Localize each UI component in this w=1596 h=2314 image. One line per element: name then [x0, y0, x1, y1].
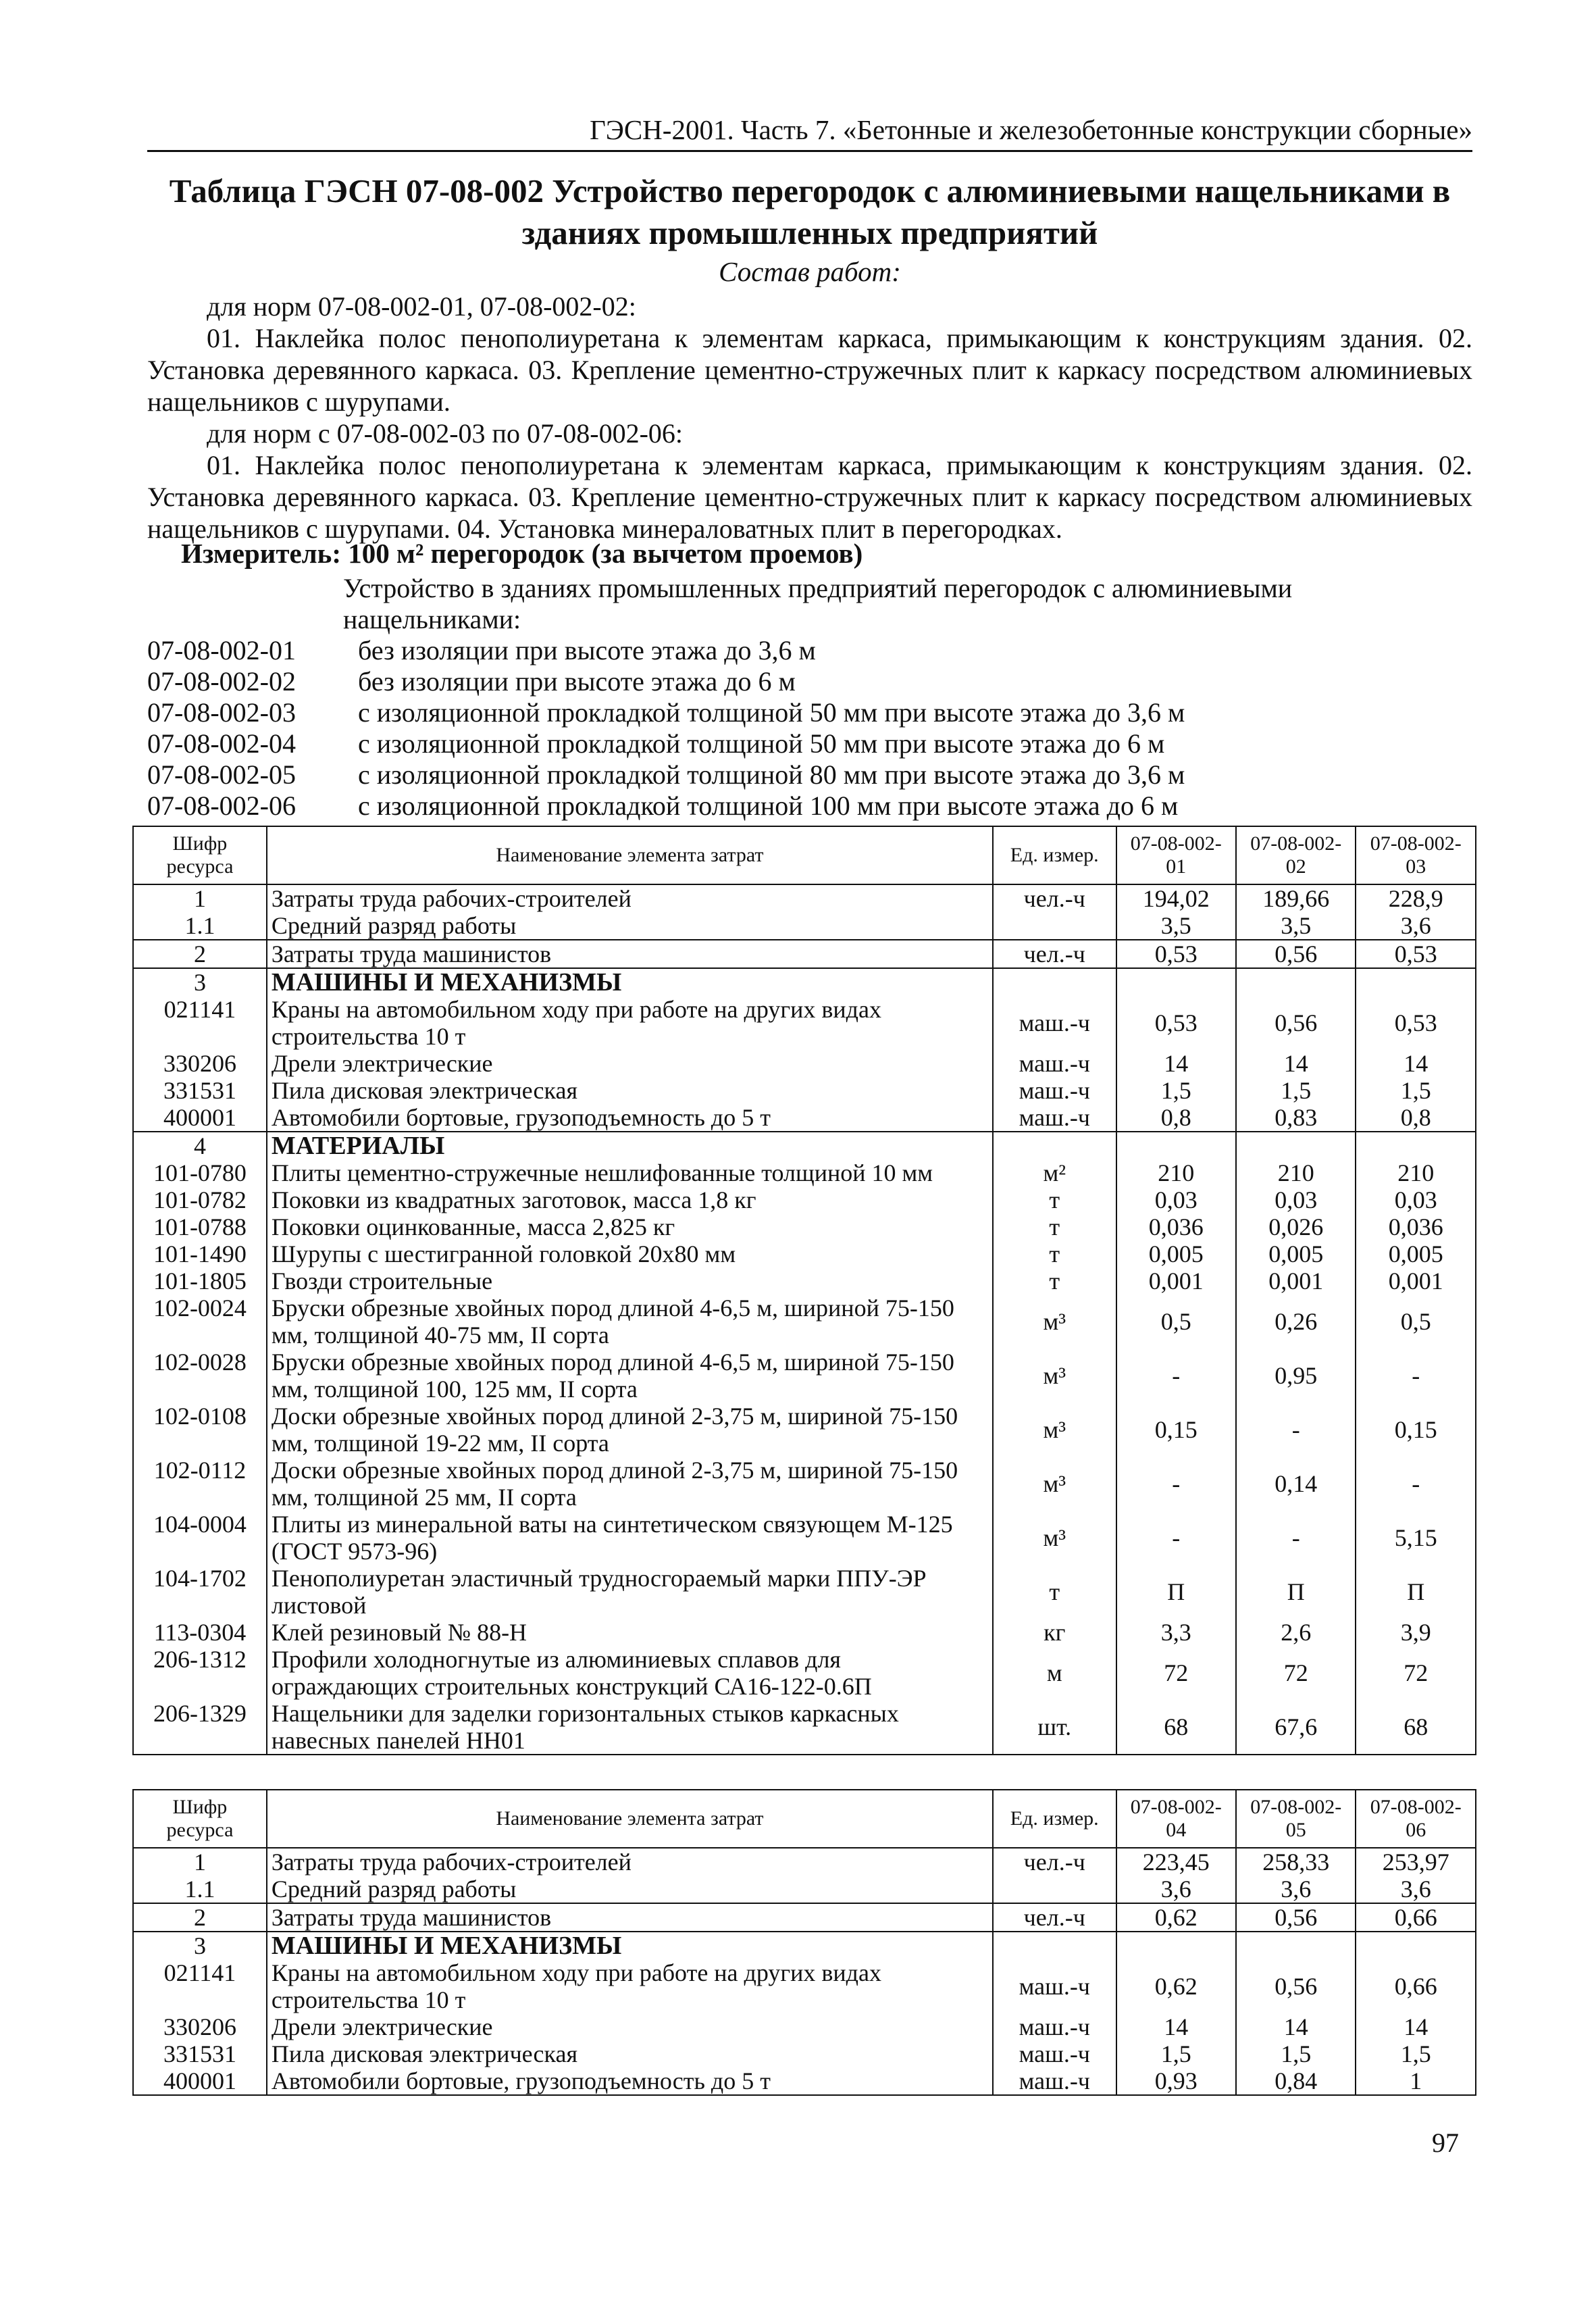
resource-value: 14 [1356, 1050, 1476, 1077]
resource-unit: маш.-ч [993, 1050, 1116, 1077]
variant-code: 07-08-002-06 [147, 790, 296, 821]
resource-code: 330206 [133, 1050, 267, 1077]
page-number: 97 [1432, 2128, 1459, 2158]
resource-value: 0,56 [1236, 996, 1356, 1050]
resource-value: 0,036 [1356, 1213, 1476, 1240]
resource-code: 104-1702 [133, 1565, 267, 1619]
table-row [133, 1646, 1476, 1700]
resource-unit [993, 968, 1116, 996]
resource-value: 0,83 [1236, 1104, 1356, 1132]
resource-value: 0,53 [1116, 940, 1236, 968]
table-row [133, 996, 1476, 1050]
resource-value: 3,6 [1236, 1876, 1356, 1903]
resource-value: 67,6 [1236, 1700, 1356, 1755]
resource-value: 0,8 [1116, 1104, 1236, 1132]
resource-name: Краны на автомобильном ходу при работе на других видах строительства 10 т [267, 1959, 993, 2013]
resource-code: 102-0028 [133, 1349, 267, 1403]
resource-value: - [1356, 1457, 1476, 1511]
resource-value: 5,15 [1356, 1511, 1476, 1565]
resource-code: 101-0788 [133, 1213, 267, 1240]
resource-code: 3 [133, 968, 267, 996]
resource-code: 206-1329 [133, 1700, 267, 1755]
resource-value: 0,03 [1236, 1186, 1356, 1213]
resource-code: 400001 [133, 1104, 267, 1132]
table-row [133, 1457, 1476, 1511]
resource-unit [993, 912, 1116, 940]
variant-code: 07-08-002-02 [147, 666, 296, 697]
resource-value: 0,03 [1116, 1186, 1236, 1213]
resource-value: 189,66 [1236, 884, 1356, 912]
resource-name: Доски обрезные хвойных пород длиной 2-3,75 м, шириной 75-150 мм, толщиной 25 мм, II сорта [267, 1457, 993, 1511]
resource-value: 0,95 [1236, 1349, 1356, 1403]
table-row [133, 1159, 1476, 1186]
resource-value: 0,53 [1356, 996, 1476, 1050]
variant-name: с изоляционной прокладкой толщиной 50 мм при высоте этажа до 6 м [358, 728, 1165, 759]
resource-value: 1,5 [1356, 1077, 1476, 1104]
variant-code: 07-08-002-01 [147, 635, 296, 665]
resource-unit [993, 1132, 1116, 1159]
resource-value: 194,02 [1116, 884, 1236, 912]
resource-code: 102-0108 [133, 1403, 267, 1457]
resource-value: 3,6 [1116, 1876, 1236, 1903]
resource-unit: маш.-ч [993, 1077, 1116, 1104]
resource-value: 1,5 [1236, 2040, 1356, 2067]
resource-value [1356, 1932, 1476, 1959]
resource-value: 1 [1356, 2067, 1476, 2095]
resource-value: 0,56 [1236, 1959, 1356, 2013]
resource-value: 1,5 [1236, 1077, 1356, 1104]
resource-name: Автомобили бортовые, грузоподъемность до 5 т [267, 2067, 993, 2095]
resource-value: 258,33 [1236, 1848, 1356, 1876]
resource-value: 0,62 [1116, 1959, 1236, 2013]
resource-name: Клей резиновый № 88-Н [267, 1619, 993, 1646]
resource-code: 331531 [133, 1077, 267, 1104]
resource-code: 101-0782 [133, 1186, 267, 1213]
resource-code: 1.1 [133, 1876, 267, 1903]
table-row [133, 912, 1476, 940]
table-row [133, 2040, 1476, 2067]
resource-unit: чел.-ч [993, 940, 1116, 968]
resource-value: 0,56 [1236, 1903, 1356, 1932]
table-row [133, 1619, 1476, 1646]
resource-name: Пила дисковая электрическая [267, 1077, 993, 1104]
resource-name: Гвозди строительные [267, 1267, 993, 1294]
table-row [133, 1403, 1476, 1457]
resource-value: 14 [1116, 2013, 1236, 2040]
resource-value: П [1116, 1565, 1236, 1619]
title-line-2: зданиях промышленных предприятий [521, 214, 1098, 251]
table-row [133, 1077, 1476, 1104]
col-unit-header: Ед. измер. [993, 826, 1116, 884]
resource-code: 102-0024 [133, 1294, 267, 1349]
variant-row [147, 790, 1472, 822]
resource-unit: маш.-ч [993, 1959, 1116, 2013]
resource-value: 0,93 [1116, 2067, 1236, 2095]
variant-code: 07-08-002-03 [147, 697, 296, 728]
resource-value: 72 [1116, 1646, 1236, 1700]
resource-value: 0,026 [1236, 1213, 1356, 1240]
resource-name: Краны на автомобильном ходу при работе на других видах строительства 10 т [267, 996, 993, 1050]
resource-name: Поковки оцинкованные, масса 2,825 кг [267, 1213, 993, 1240]
resource-name: Пила дисковая электрическая [267, 2040, 993, 2067]
table-row [133, 1932, 1476, 1959]
resource-code: 1.1 [133, 912, 267, 940]
resource-value: 0,26 [1236, 1294, 1356, 1349]
resource-name: Поковки из квадратных заготовок, масса 1,8 кг [267, 1186, 993, 1213]
resource-unit: м³ [993, 1294, 1116, 1349]
col-code-header: Шифр ресурса [133, 1790, 267, 1848]
resource-value: 3,9 [1356, 1619, 1476, 1646]
resource-name: Плиты из минеральной ваты на синтетическом связующем М-125 (ГОСТ 9573-96) [267, 1511, 993, 1565]
resource-value [1116, 1132, 1236, 1159]
col-norm-header: 07-08-002-04 [1116, 1790, 1236, 1848]
resource-unit: т [993, 1565, 1116, 1619]
resource-value [1356, 968, 1476, 996]
resource-name: Автомобили бортовые, грузоподъемность до 5 т [267, 1104, 993, 1132]
resource-value: 253,97 [1356, 1848, 1476, 1876]
resource-value: 72 [1236, 1646, 1356, 1700]
table-row [133, 1294, 1476, 1349]
resource-value: 3,6 [1356, 1876, 1476, 1903]
table-row [133, 1240, 1476, 1267]
resource-value: 68 [1116, 1700, 1236, 1755]
resource-unit: м² [993, 1159, 1116, 1186]
resource-code: 021141 [133, 1959, 267, 2013]
resource-value [1236, 1132, 1356, 1159]
resource-name: Плиты цементно-стружечные нешлифованные толщиной 10 мм [267, 1159, 993, 1186]
resource-value: 1,5 [1116, 2040, 1236, 2067]
resource-code: 206-1312 [133, 1646, 267, 1700]
table-row [133, 1050, 1476, 1077]
resource-name: МАШИНЫ И МЕХАНИЗМЫ [267, 1932, 993, 1959]
table-row [133, 968, 1476, 996]
resource-name: Затраты труда рабочих-строителей [267, 1848, 993, 1876]
resource-value: П [1236, 1565, 1356, 1619]
page-title [147, 170, 1472, 254]
resource-value: 2,6 [1236, 1619, 1356, 1646]
resource-name: Доски обрезные хвойных пород длиной 2-3,75 м, шириной 75-150 мм, толщиной 19-22 мм, II сорта [267, 1403, 993, 1457]
resource-value: 3,3 [1116, 1619, 1236, 1646]
variant-row [147, 697, 1472, 728]
resource-unit [993, 1932, 1116, 1959]
resource-name: Затраты труда рабочих-строителей [267, 884, 993, 912]
resource-value: 3,5 [1236, 912, 1356, 940]
resource-value: 210 [1356, 1159, 1476, 1186]
col-name-header: Наименование элемента затрат [267, 1790, 993, 1848]
resource-code: 101-0780 [133, 1159, 267, 1186]
table-row [133, 1132, 1476, 1159]
resource-value [1116, 1932, 1236, 1959]
table-row [133, 2067, 1476, 2095]
resource-value [1236, 968, 1356, 996]
work-group-2-text: 01. Наклейка полос пенополиуретана к элементам каркаса, примыкающим к конструкциям здания. 02. Установка деревянного каркаса. 03. Крепление цементно-стружечных плит к каркасу посредством алюминиевых нащельников с шурупами. 04. Установка минераловатных плит в перегородках. [147, 450, 1472, 544]
work-group-2 [147, 418, 1472, 545]
resource-code: 104-0004 [133, 1511, 267, 1565]
resource-value: 0,001 [1356, 1267, 1476, 1294]
resource-unit: м³ [993, 1403, 1116, 1457]
resource-name: Профили холодногнутые из алюминиевых сплавов для ограждающих строительных конструкций СА16-122-0.6П [267, 1646, 993, 1700]
resource-name: Затраты труда машинистов [267, 940, 993, 968]
resource-unit: м³ [993, 1349, 1116, 1403]
resource-value: 1,5 [1356, 2040, 1476, 2067]
work-group-1 [147, 291, 1472, 418]
resource-value: 0,53 [1116, 996, 1236, 1050]
variant-row [147, 666, 1472, 697]
col-norm-header: 07-08-002-02 [1236, 826, 1356, 884]
resource-code: 330206 [133, 2013, 267, 2040]
variant-name: с изоляционной прокладкой толщиной 100 мм при высоте этажа до 6 м [358, 790, 1179, 821]
resource-unit: чел.-ч [993, 1903, 1116, 1932]
resource-code: 2 [133, 940, 267, 968]
resource-value [1356, 1132, 1476, 1159]
resource-value: 0,15 [1116, 1403, 1236, 1457]
resource-name: Пенополиуретан эластичный трудносгораемый марки ППУ-ЭР листовой [267, 1565, 993, 1619]
resource-unit: чел.-ч [993, 884, 1116, 912]
table-row [133, 1848, 1476, 1876]
resource-unit: шт. [993, 1700, 1116, 1755]
resource-value: - [1116, 1349, 1236, 1403]
resource-value: 14 [1236, 2013, 1356, 2040]
resource-name: МАШИНЫ И МЕХАНИЗМЫ [267, 968, 993, 996]
variant-row [147, 728, 1472, 759]
resource-value: 3,5 [1116, 912, 1236, 940]
resource-value: 0,03 [1356, 1186, 1476, 1213]
resource-value: 0,53 [1356, 940, 1476, 968]
resource-code: 021141 [133, 996, 267, 1050]
resource-value: - [1356, 1349, 1476, 1403]
resource-unit: маш.-ч [993, 2067, 1116, 2095]
col-norm-header: 07-08-002-06 [1356, 1790, 1476, 1848]
resource-value: 0,5 [1116, 1294, 1236, 1349]
variant-row [147, 635, 1472, 666]
resource-name: Затраты труда машинистов [267, 1903, 993, 1932]
table-row [133, 1903, 1476, 1932]
resource-unit: маш.-ч [993, 996, 1116, 1050]
resource-value: 0,14 [1236, 1457, 1356, 1511]
variant-code: 07-08-002-04 [147, 728, 296, 759]
resource-value [1236, 1932, 1356, 1959]
resource-code: 102-0112 [133, 1457, 267, 1511]
resource-code: 101-1490 [133, 1240, 267, 1267]
resource-name: Шурупы с шестигранной головкой 20х80 мм [267, 1240, 993, 1267]
resource-value: 0,001 [1236, 1267, 1356, 1294]
resource-unit: т [993, 1240, 1116, 1267]
resource-value: 14 [1116, 1050, 1236, 1077]
resource-name: МАТЕРИАЛЫ [267, 1132, 993, 1159]
norm-variants [147, 573, 1472, 822]
table-row [133, 1267, 1476, 1294]
table-row [133, 1511, 1476, 1565]
table-row [133, 1700, 1476, 1755]
variant-name: с изоляционной прокладкой толщиной 80 мм при высоте этажа до 3,6 м [358, 759, 1185, 790]
resource-value: 228,9 [1356, 884, 1476, 912]
col-unit-header: Ед. измер. [993, 1790, 1116, 1848]
resource-value: - [1236, 1511, 1356, 1565]
col-norm-header: 07-08-002-03 [1356, 826, 1476, 884]
col-code-header: Шифр ресурса [133, 826, 267, 884]
resource-value: 0,56 [1236, 940, 1356, 968]
resource-value: П [1356, 1565, 1476, 1619]
resource-unit: маш.-ч [993, 2040, 1116, 2067]
resource-unit [993, 1876, 1116, 1903]
resource-value: - [1236, 1403, 1356, 1457]
resource-value: 210 [1116, 1159, 1236, 1186]
resource-unit: т [993, 1213, 1116, 1240]
table-row [133, 940, 1476, 968]
resource-value: 0,66 [1356, 1959, 1476, 2013]
running-header: ГЭСН-2001. Часть 7. «Бетонные и железобетонные конструкции сборные» [147, 114, 1472, 152]
table-row [133, 1349, 1476, 1403]
resource-unit: м [993, 1646, 1116, 1700]
resource-value: 0,5 [1356, 1294, 1476, 1349]
work-group-1-label: для норм 07-08-002-01, 07-08-002-02: [207, 291, 636, 322]
resource-code: 4 [133, 1132, 267, 1159]
table-row [133, 1213, 1476, 1240]
resource-value: - [1116, 1457, 1236, 1511]
table-row [133, 1959, 1476, 2013]
resource-code: 1 [133, 884, 267, 912]
resource-value: 0,005 [1116, 1240, 1236, 1267]
variants-heading: Устройство в зданиях промышленных предприятий перегородок с алюминиевыми нащельниками: [343, 573, 1293, 634]
table-row [133, 2013, 1476, 2040]
resource-value: 0,8 [1356, 1104, 1476, 1132]
table-row [133, 1104, 1476, 1132]
resource-code: 2 [133, 1903, 267, 1932]
resource-value: 14 [1236, 1050, 1356, 1077]
resource-value: 0,15 [1356, 1403, 1476, 1457]
variant-name: без изоляции при высоте этажа до 3,6 м [358, 635, 816, 665]
resource-code: 331531 [133, 2040, 267, 2067]
variant-code: 07-08-002-05 [147, 759, 296, 790]
title-line-1: Таблица ГЭСН 07-08-002 Устройство перегородок с алюминиевыми нащельниками в [169, 172, 1451, 209]
variant-name: без изоляции при высоте этажа до 6 м [358, 666, 796, 697]
resource-unit: м³ [993, 1457, 1116, 1511]
table-row [133, 1876, 1476, 1903]
col-norm-header: 07-08-002-01 [1116, 826, 1236, 884]
resource-value: 0,005 [1356, 1240, 1476, 1267]
table-row [133, 1565, 1476, 1619]
resource-unit: м³ [993, 1511, 1116, 1565]
resource-name: Бруски обрезные хвойных пород длиной 4-6,5 м, шириной 75-150 мм, толщиной 100, 125 мм, II сорта [267, 1349, 993, 1403]
resource-unit: маш.-ч [993, 2013, 1116, 2040]
resource-value: 72 [1356, 1646, 1476, 1700]
resource-value: - [1116, 1511, 1236, 1565]
resource-code: 3 [133, 1932, 267, 1959]
variants-list [147, 635, 1472, 822]
resource-value: 68 [1356, 1700, 1476, 1755]
resource-value: 0,001 [1116, 1267, 1236, 1294]
col-norm-header: 07-08-002-05 [1236, 1790, 1356, 1848]
resource-code: 400001 [133, 2067, 267, 2095]
resource-value: 0,84 [1236, 2067, 1356, 2095]
resource-name: Средний разряд работы [267, 912, 993, 940]
resource-unit: кг [993, 1619, 1116, 1646]
resource-value: 223,45 [1116, 1848, 1236, 1876]
work-group-1-text: 01. Наклейка полос пенополиуретана к элементам каркаса, примыкающим к конструкциям здания. 02. Установка деревянного каркаса. 03. Крепление цементно-стружечных плит к каркасу посредством алюминиевых нащельников с шурупами. [147, 323, 1472, 417]
resource-name: Дрели электрические [267, 1050, 993, 1077]
resource-value: 210 [1236, 1159, 1356, 1186]
resource-code: 113-0304 [133, 1619, 267, 1646]
resource-code: 101-1805 [133, 1267, 267, 1294]
resource-name: Бруски обрезные хвойных пород длиной 4-6,5 м, шириной 75-150 мм, толщиной 40-75 мм, II сорта [267, 1294, 993, 1349]
resource-name: Средний разряд работы [267, 1876, 993, 1903]
resource-unit: чел.-ч [993, 1848, 1116, 1876]
resource-value: 0,005 [1236, 1240, 1356, 1267]
resource-name: Нащельники для заделки горизонтальных стыков каркасных навесных панелей НН01 [267, 1700, 993, 1755]
work-composition-heading: Состав работ: [719, 256, 901, 287]
col-name-header: Наименование элемента затрат [267, 826, 993, 884]
resource-unit: маш.-ч [993, 1104, 1116, 1132]
resource-value: 0,62 [1116, 1903, 1236, 1932]
table-row [133, 884, 1476, 912]
resource-value: 3,6 [1356, 912, 1476, 940]
resource-value: 0,036 [1116, 1213, 1236, 1240]
resource-value: 14 [1356, 2013, 1476, 2040]
resource-value: 0,66 [1356, 1903, 1476, 1932]
table-header-row [133, 826, 1476, 884]
resource-table-2 [132, 1789, 1476, 2096]
resource-code: 1 [133, 1848, 267, 1876]
measure-unit: Измеритель: 100 м² перегородок (за вычетом проемов) [181, 538, 863, 569]
resource-unit: т [993, 1267, 1116, 1294]
variant-row [147, 759, 1472, 790]
resource-unit: т [993, 1186, 1116, 1213]
table-row [133, 1186, 1476, 1213]
variant-name: с изоляционной прокладкой толщиной 50 мм при высоте этажа до 3,6 м [358, 697, 1185, 728]
resource-table-1 [132, 826, 1476, 1755]
resource-value [1116, 968, 1236, 996]
resource-value: 1,5 [1116, 1077, 1236, 1104]
work-group-2-label: для норм с 07-08-002-03 по 07-08-002-06: [207, 418, 684, 449]
resource-name: Дрели электрические [267, 2013, 993, 2040]
table-header-row [133, 1790, 1476, 1848]
